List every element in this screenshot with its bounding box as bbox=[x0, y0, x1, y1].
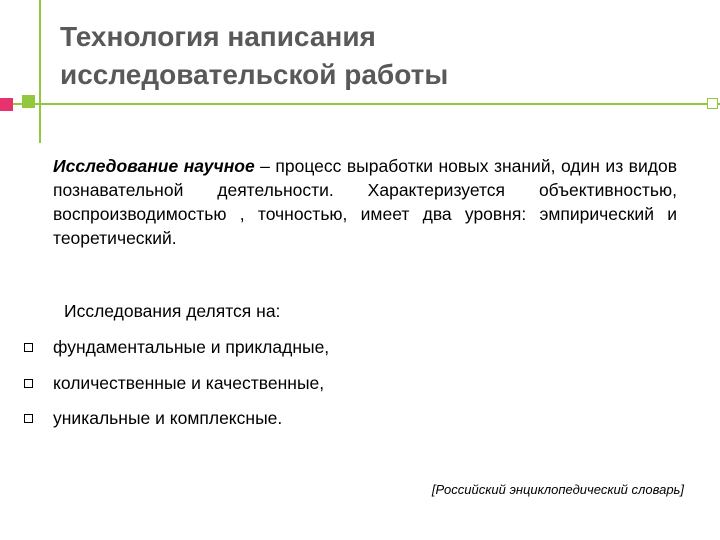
list-item-text: фундаментальные и прикладные, bbox=[53, 336, 330, 357]
slide-title-line-2: исследовательской работы bbox=[60, 59, 449, 90]
list-item-text: уникальные и комплексные. bbox=[53, 407, 283, 428]
list-item bbox=[24, 406, 282, 430]
outline-accent-square bbox=[707, 98, 718, 109]
vertical-accent-line bbox=[39, 0, 41, 143]
list-intro: Исследования делятся на: bbox=[64, 301, 281, 321]
list-item bbox=[24, 335, 329, 359]
definition-term: Исследование научное bbox=[53, 156, 255, 176]
horizontal-accent-line bbox=[0, 103, 720, 105]
square-bullet-icon bbox=[24, 379, 33, 388]
square-bullet-icon bbox=[24, 414, 33, 423]
pink-accent-square bbox=[0, 98, 13, 111]
slide-title-line-1: Технология написания bbox=[60, 21, 376, 52]
source-citation: [Российский энциклопедический словарь] bbox=[431, 482, 684, 497]
list-item-text: количественные и качественные, bbox=[53, 372, 325, 393]
slide-title bbox=[60, 18, 620, 94]
square-bullet-icon bbox=[24, 343, 33, 352]
definition-text: – процесс выработки новых знаний, один из видов познавательной деятельности. Характеризуется объективностью, воспроизводимостью , точностью, имеет два уровня: эмпирический и теоретический. bbox=[53, 156, 677, 248]
green-accent-square bbox=[22, 95, 35, 108]
definition-paragraph bbox=[53, 154, 677, 250]
list-item bbox=[24, 371, 324, 395]
